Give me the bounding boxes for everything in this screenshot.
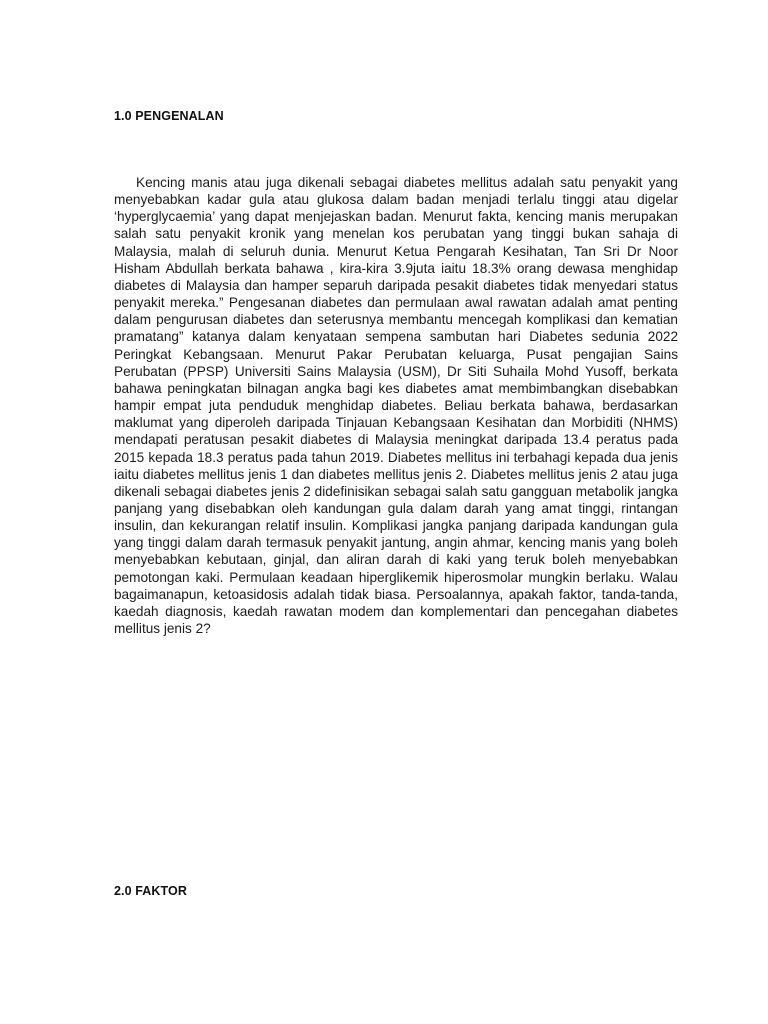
- section-heading-pengenalan: 1.0 PENGENALAN: [114, 109, 224, 123]
- section-heading-faktor: 2.0 FAKTOR: [114, 884, 188, 898]
- intro-paragraph: Kencing manis atau juga dikenali sebagai diabetes mellitus adalah satu penyakit yang menyebabkan kadar gula atau glukosa dalam badan menjadi terlalu tinggi atau digelar ‘hyperglycaemia’ yang dapat menjejaskan badan. Menurut fakta, kencing manis merupakan salah satu penyakit kronik yang menelan kos perubatan yang tinggi bukan sahaja di Malaysia, malah di seluruh dunia. Menurut Ketua Pengarah Kesihatan, Tan Sri Dr Noor Hisham Abdullah berkata bahawa , kira-kira 3.9juta iaitu 18.3% orang dewasa menghidap diabetes di Malaysia dan hamper separuh daripada pesakit diabetes tidak menyedari status penyakit mereka.” Pengesanan diabetes dan permulaan awal rawatan adalah amat penting dalam pengurusan diabetes dan seterusnya membantu mencegah komplikasi dan kematian pramatang” katanya dalam kenyataan sempena sambutan hari Diabetes sedunia 2022 Peringkat Kebangsaan. Menurut Pakar Perubatan keluarga, Pusat pengajian Sains Perubatan (PPSP) Universiti Sains Malaysia (USM), Dr Siti Suhaila Mohd Yusoff, berkata bahawa peningkatan bilnagan angka bagi kes diabetes amat membimbangkan disebabkan hampir empat juta penduduk menghidap diabetes. Beliau berkata bahawa, berdasarkan maklumat yang diperoleh daripada Tinjauan Kebangsaan Kesihatan dan Morbiditi (NHMS) mendapati peratusan pesakit diabetes di Malaysia meningkat daripada 13.4 peratus pada 2015 kepada 18.3 peratus pada tahun 2019. Diabetes mellitus ini terbahagi kepada dua jenis iaitu diabetes mellitus jenis 1 dan diabetes mellitus jenis 2. Diabetes mellitus jenis 2 atau juga dikenali sebagai diabetes jenis 2 didefinisikan sebagai salah satu gangguan metabolik jangka panjang yang disebabkan oleh kandungan gula dalam darah yang amat tinggi, rintangan insulin, dan kekurangan relatif insulin. Komplikasi jangka panjang daripada kandungan gula yang tinggi dalam darah termasuk penyakit jantung, angin ahmar, kencing manis yang boleh menyebabkan kebutaan, ginjal, dan aliran darah di kaki yang teruk boleh menyebabkan pemotongan kaki. Permulaan keadaan hiperglikemik hiperosmolar mungkin berlaku. Walau bagaimanapun, ketoasidosis adalah tidak biasa. Persoalannya, apakah faktor, tanda-tanda, kaedah diagnosis, kaedah rawatan modem dan komplementari dan pencegahan diabetes mellitus jenis 2?: [114, 175, 678, 637]
